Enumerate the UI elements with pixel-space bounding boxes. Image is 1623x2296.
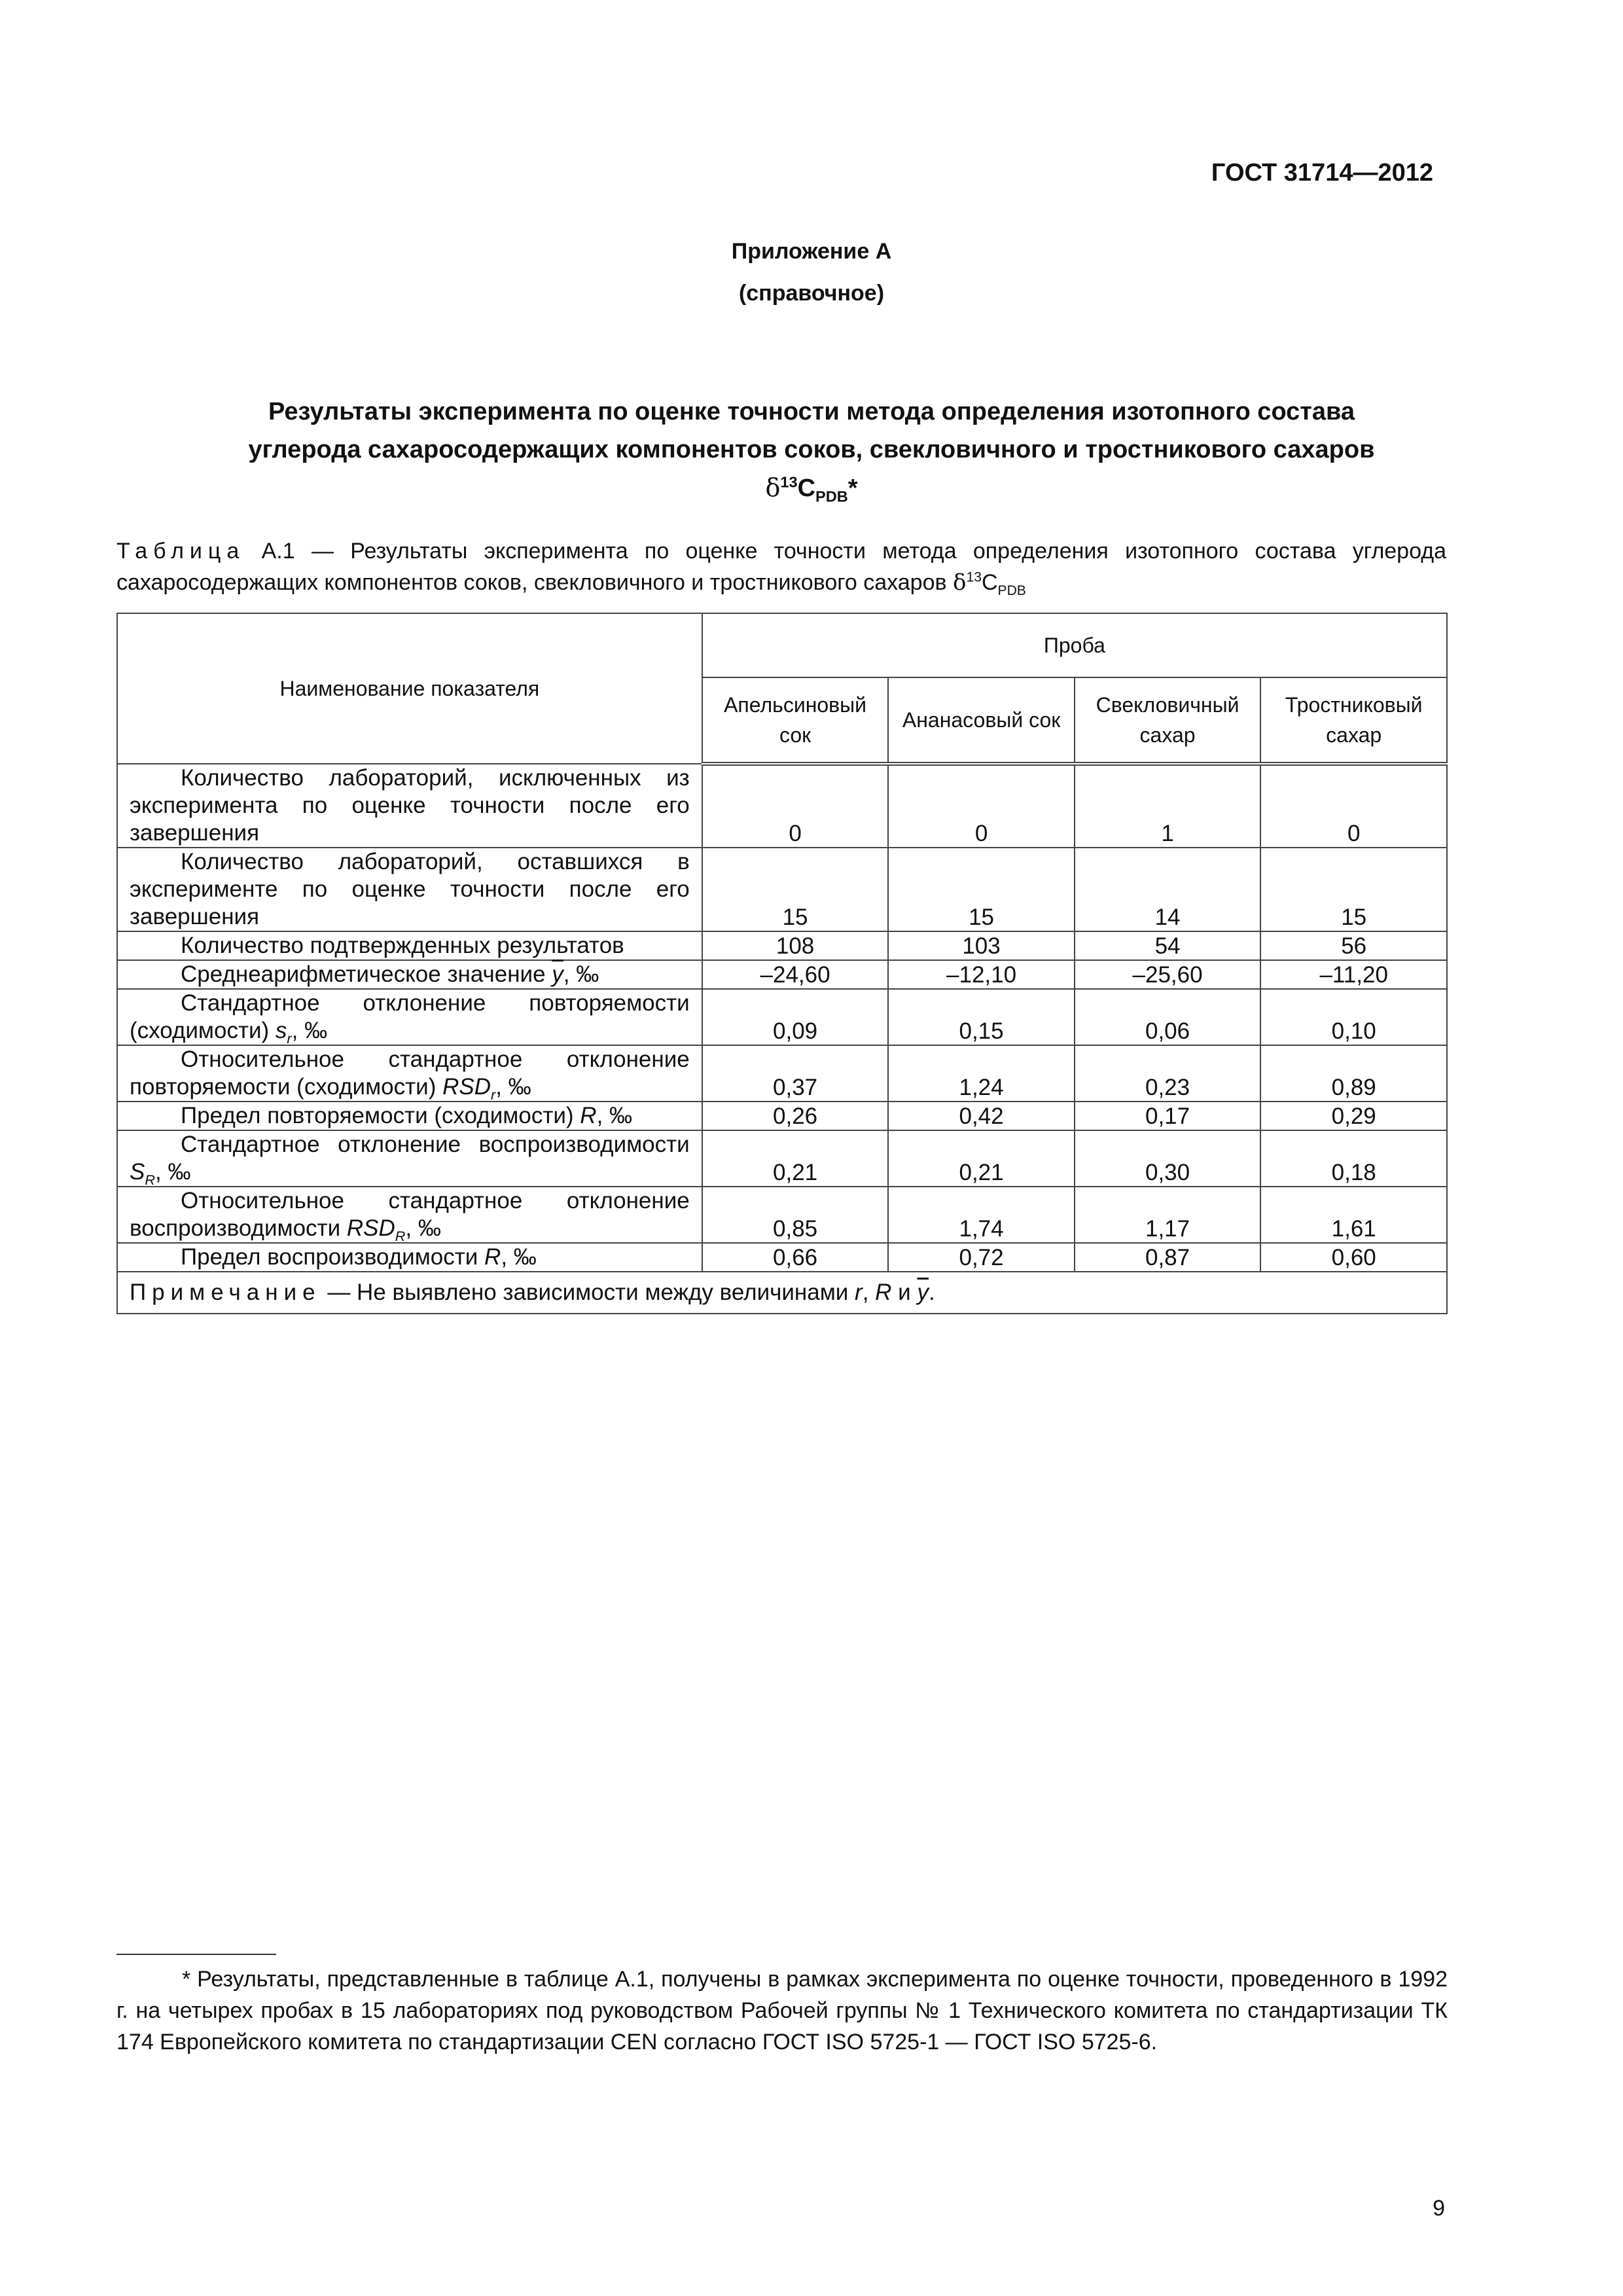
row-label: Количество лабораторий, оставшихся в эксперименте по оценке точности после его завершения xyxy=(117,848,702,931)
footnote-text: * Результаты, представленные в таблице А.1, получены в рамках эксперимента по оценке точности, проведенного в 1992 г. на четырех пробах в 15 лабораториях под руководством Рабочей группы № 1 Технического комитета по стандартизации ТК 174 Европейского комитета по стандартизации CEN согласно ГОСТ ISO 5725-1 — ГОСТ ISO 5725-6. xyxy=(116,1967,1448,2054)
table-cell: 0,72 xyxy=(888,1243,1074,1272)
table-cell: 0,10 xyxy=(1260,989,1447,1045)
appendix-kind: (справочное) xyxy=(738,281,885,306)
table-row xyxy=(117,931,1447,960)
table-number: А.1 xyxy=(245,539,295,564)
table-cell: 0,60 xyxy=(1260,1243,1447,1272)
table-cell: 0,66 xyxy=(702,1243,889,1272)
appendix-title: Приложение А xyxy=(731,239,892,264)
column-header-sample: Апельсиновый сок xyxy=(702,677,889,764)
table-cell: 0,85 xyxy=(702,1187,889,1243)
table-cell: 15 xyxy=(702,848,889,931)
footnote-divider xyxy=(116,1954,276,1955)
table-cell: 1 xyxy=(1075,764,1261,848)
table-row xyxy=(117,960,1447,989)
table-cell: 1,61 xyxy=(1260,1187,1447,1243)
row-label: Среднеарифметическое значение $\overline{y}$, ‰ xyxy=(117,960,702,989)
delta-symbol: δ xyxy=(765,473,781,502)
table-caption-text: — Результаты эксперимента по оценке точности метода определения изотопного состава углерода сахаросодержащих компонентов соков, свекловичного и тростникового сахаров xyxy=(116,539,1447,595)
pdb-subscript: PDB xyxy=(997,583,1026,598)
table-row xyxy=(117,764,1447,848)
table-cell: 0,30 xyxy=(1075,1130,1261,1187)
table-note: Примечание — Не выявлено зависимости между величинами r, R и $\overline{y}$. xyxy=(117,1272,1447,1314)
table-cell: 103 xyxy=(888,931,1074,960)
table-cell: 0,09 xyxy=(702,989,889,1045)
table-row xyxy=(117,1187,1447,1243)
table-cell: 14 xyxy=(1075,848,1261,931)
table-cell: 0,26 xyxy=(702,1102,889,1130)
table-cell: 0,15 xyxy=(888,989,1074,1045)
table-cell: 0,29 xyxy=(1260,1102,1447,1130)
table-note-row xyxy=(117,1272,1447,1314)
table-cell: 0,89 xyxy=(1260,1045,1447,1102)
mean-y-symbol: $\overline{y}$ xyxy=(552,961,563,987)
column-header-parameter: Наименование показателя xyxy=(117,613,702,764)
table-cell: 0,06 xyxy=(1075,989,1261,1045)
table-cell: 0,21 xyxy=(702,1130,889,1187)
table-cell: 0,37 xyxy=(702,1045,889,1102)
isotope-superscript: 13 xyxy=(780,473,798,491)
table-cell: 0,17 xyxy=(1075,1102,1261,1130)
row-label: Количество лабораторий, исключенных из эксперимента по оценке точности после его завершения xyxy=(117,764,702,848)
note-label: Примечание xyxy=(130,1280,321,1305)
page-number: 9 xyxy=(1433,2196,1445,2221)
row-label: Относительное стандартное отклонение воспроизводимости $RSD_R$, ‰ xyxy=(117,1187,702,1243)
carbon-symbol: C xyxy=(981,570,998,595)
carbon-symbol: C xyxy=(797,475,816,502)
row-label: Стандартное отклонение воспроизводимости $S_R$, ‰ xyxy=(117,1130,702,1187)
row-label: Стандартное отклонение повторяемости (сходимости) $s_r$, ‰ xyxy=(117,989,702,1045)
table-cell: 1,24 xyxy=(888,1045,1074,1102)
table-cell: 15 xyxy=(1260,848,1447,931)
column-group-header-sample: Проба xyxy=(702,613,1447,677)
row-label: Количество подтвержденных результатов xyxy=(117,931,702,960)
table-label: Таблица xyxy=(116,539,245,564)
table-row xyxy=(117,1130,1447,1187)
table-row xyxy=(117,1102,1447,1130)
table-cell: –24,60 xyxy=(702,960,889,989)
column-header-sample: Ананасовый сок xyxy=(888,677,1074,764)
main-title-line-2: углерода сахаросодержащих компонентов соков, свекловичного и тростникового сахаров xyxy=(248,436,1375,463)
footnote xyxy=(116,1964,1448,2058)
results-table xyxy=(116,613,1448,1314)
table-cell: 0 xyxy=(702,764,889,848)
main-title-symbol xyxy=(131,469,1492,507)
table-cell: 54 xyxy=(1075,931,1261,960)
isotope-superscript: 13 xyxy=(966,569,982,585)
table-cell: 0,18 xyxy=(1260,1130,1447,1187)
table-cell: 0 xyxy=(888,764,1074,848)
table-row xyxy=(117,1243,1447,1272)
table-cell: 108 xyxy=(702,931,889,960)
table-cell: 56 xyxy=(1260,931,1447,960)
delta-symbol: δ xyxy=(953,569,967,596)
column-header-sample: Свекловичный сахар xyxy=(1075,677,1261,764)
table-cell: 15 xyxy=(888,848,1074,931)
table-row xyxy=(117,989,1447,1045)
table-cell: 1,17 xyxy=(1075,1187,1261,1243)
table-cell: –12,10 xyxy=(888,960,1074,989)
table-row xyxy=(117,1045,1447,1102)
main-title xyxy=(131,393,1492,507)
table-cell: 1,74 xyxy=(888,1187,1074,1243)
row-label: Относительное стандартное отклонение повторяемости (сходимости) $RSD_r$, ‰ xyxy=(117,1045,702,1102)
footnote-mark: * xyxy=(847,475,858,502)
table-caption xyxy=(116,535,1446,598)
table-row xyxy=(117,848,1447,931)
table-cell: –25,60 xyxy=(1075,960,1261,989)
table-cell: 0 xyxy=(1260,764,1447,848)
row-label: Предел повторяемости (сходимости) R, ‰ xyxy=(117,1102,702,1130)
table-cell: 0,42 xyxy=(888,1102,1074,1130)
column-header-sample: Тростниковый сахар xyxy=(1260,677,1447,764)
main-title-line-1: Результаты эксперимента по оценке точности метода определения изотопного состава xyxy=(268,398,1355,425)
table-cell: –11,20 xyxy=(1260,960,1447,989)
standard-number: ГОСТ 31714—2012 xyxy=(1211,159,1433,187)
table-cell: 0,23 xyxy=(1075,1045,1261,1102)
table-cell: 0,21 xyxy=(888,1130,1074,1187)
row-label: Предел воспроизводимости R, ‰ xyxy=(117,1243,702,1272)
pdb-subscript: PDB xyxy=(815,488,848,505)
appendix-heading xyxy=(0,230,1623,314)
table-cell: 0,87 xyxy=(1075,1243,1261,1272)
